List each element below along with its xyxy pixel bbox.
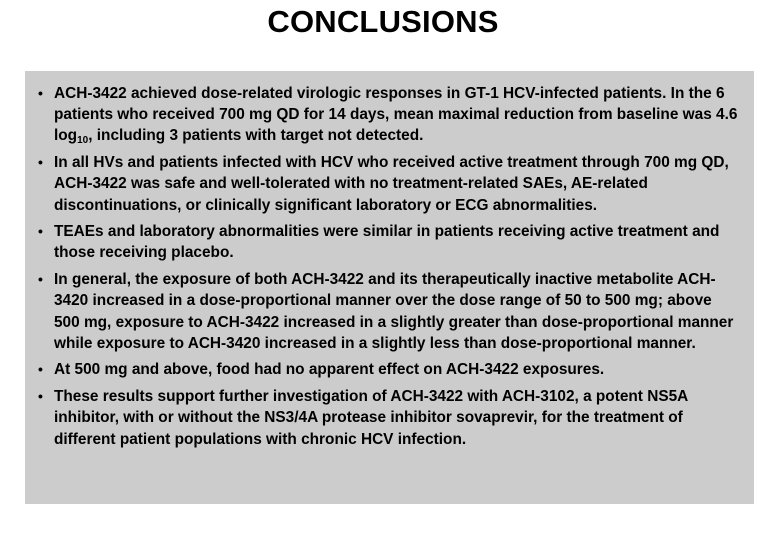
page-title: CONCLUSIONS	[267, 4, 499, 39]
conclusion-text: At 500 mg and above, food had no apparent effect on ACH-3422 exposures.	[54, 361, 605, 379]
conclusion-item-5	[37, 359, 740, 380]
bullet-icon: •	[38, 85, 43, 101]
bullet-icon: •	[38, 271, 43, 288]
conclusion-text-continued: , including 3 patients with target not detected.	[88, 127, 424, 145]
conclusion-text: In all HVs and patients infected with HCV who received active treatment through 700 mg QD, ACH-3422 was safe and well-tolerated with no treatment-related SAEs, AE-related discontinuations, or clinically significant laboratory or ECG abnormalities.	[54, 154, 729, 214]
conclusion-item-3	[37, 221, 740, 263]
conclusion-item-6	[37, 386, 740, 450]
conclusions-list	[37, 83, 740, 450]
conclusion-text: These results support further investigation of ACH-3422 with ACH-3102, a potent NS5A inhibitor, with or without the NS3/4A protease inhibitor sovaprevir, for the treatment of different patient populations with chronic HCV infection.	[54, 388, 688, 448]
conclusion-text: TEAEs and laboratory abnormalities were similar in patients receiving active treatment and those receiving placebo.	[54, 223, 720, 262]
conclusion-item-2	[37, 152, 740, 216]
conclusions-panel	[25, 71, 754, 504]
conclusion-text: ACH-3422 achieved dose-related virologic responses in GT-1 HCV-infected patients. In the 6 patients who received 700 mg QD for 14 days, mean maximal reduction from baseline was 4.6 log	[54, 85, 738, 145]
bullet-icon: •	[38, 223, 43, 240]
conclusion-item-1	[37, 83, 740, 147]
bullet-icon: •	[38, 361, 43, 378]
bullet-icon: •	[38, 154, 43, 171]
conclusion-item-4	[37, 269, 740, 354]
bullet-icon: •	[38, 388, 43, 405]
conclusion-text: In general, the exposure of both ACH-3422 and its therapeutically inactive metabolite ACH-3420 increased in a dose-proportional manner over the dose range of 50 to 500 mg; above 500 mg, exposure to ACH-3422 increased in a slightly greater than dose-proportional manner while exposure to ACH-3420 increased in a slightly less than dose-proportional manner.	[54, 271, 734, 352]
log-subscript: 10	[77, 135, 89, 147]
